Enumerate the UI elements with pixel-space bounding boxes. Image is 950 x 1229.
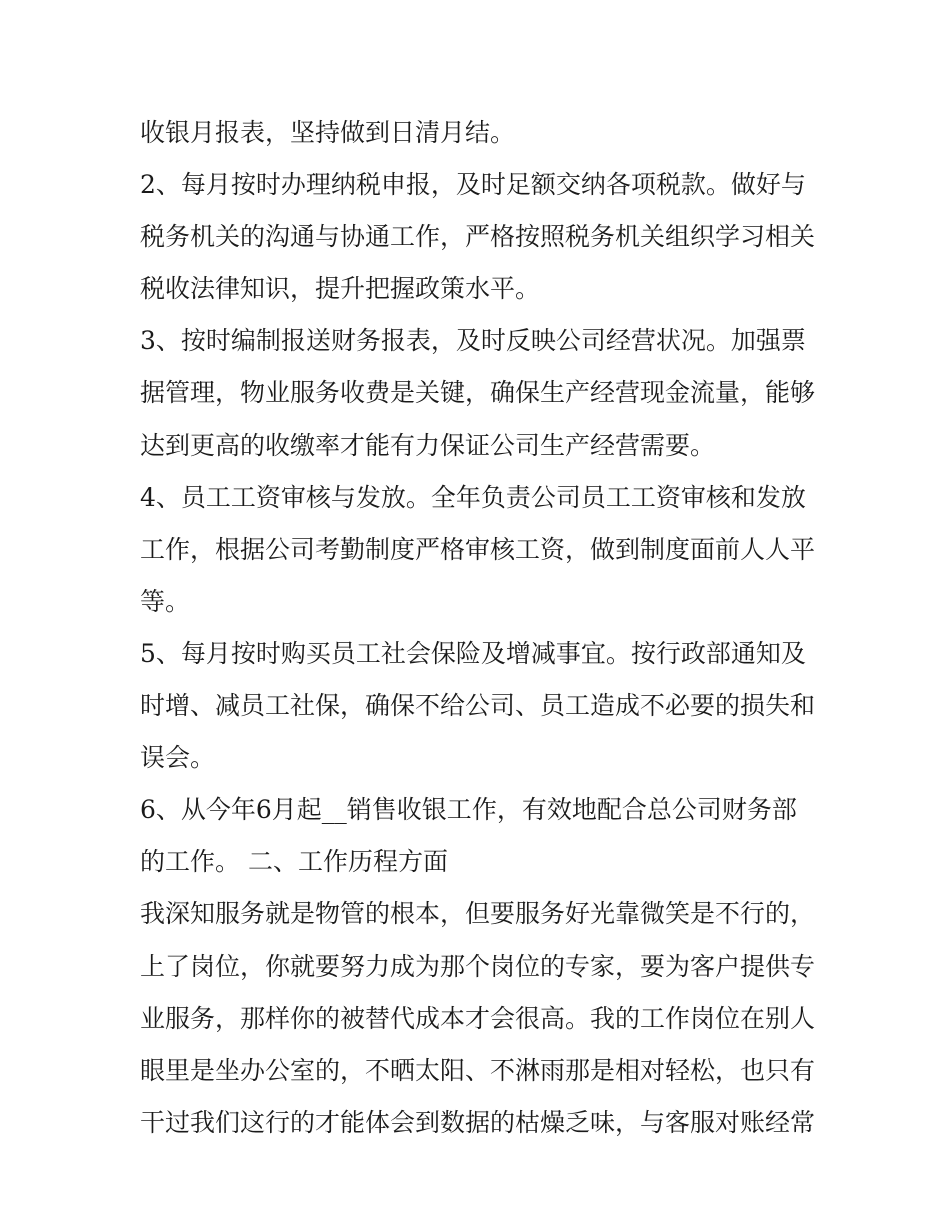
- text-line: 眼里是坐办公室的，不晒太阳、不淋雨那是相对轻松，也只有: [140, 1055, 815, 1085]
- text-line: 据管理，物业服务收费是关键，确保生产经营现金流量，能够: [140, 378, 815, 408]
- text-line: 税务机关的沟通与协通工作，严格按照税务机关组织学习相关: [140, 222, 815, 252]
- document-body: [140, 107, 815, 1149]
- text-line: 收银月报表，坚持做到日清月结。: [140, 118, 516, 147]
- text-line: 4、员工工资审核与发放。全年负责公司员工工资审核和发放: [140, 482, 806, 512]
- text-line: 我深知服务就是物管的根本，但要服务好光靠微笑是不行的，: [140, 899, 815, 929]
- text-line: 6、从今年6月起__销售收银工作，有效地配合总公司财务部: [140, 795, 797, 825]
- text-line: 3、按时编制报送财务报表，及时反映公司经营状况。加强票: [140, 326, 806, 356]
- text-line: 的工作。 二、工作历程方面: [140, 847, 448, 877]
- text-line: 时增、减员工社保，确保不给公司、员工造成不必要的损失和: [140, 691, 815, 721]
- text-line: 误会。: [140, 743, 216, 773]
- text-line: 5、每月按时购买员工社会保险及增减事宜。按行政部通知及: [140, 638, 806, 668]
- text-line: 上了岗位，你就要努力成为那个岗位的专家，要为客户提供专: [140, 951, 815, 981]
- text-line: 业服务，那样你的被替代成本才会很高。我的工作岗位在别人: [140, 1003, 815, 1033]
- text-line: 达到更高的收缴率才能有力保证公司生产经营需要。: [140, 430, 716, 460]
- text-line: 税收法律知识，提升把握政策水平。: [140, 274, 541, 304]
- text-line: 工作，根据公司考勤制度严格审核工资，做到制度面前人人平: [140, 534, 815, 564]
- text-line: 等。: [140, 586, 191, 616]
- text-line: 2、每月按时办理纳税申报，及时足额交纳各项税款。做好与: [140, 170, 806, 200]
- text-line: 干过我们这行的才能体会到数据的枯燥乏味，与客服对账经常: [140, 1107, 815, 1137]
